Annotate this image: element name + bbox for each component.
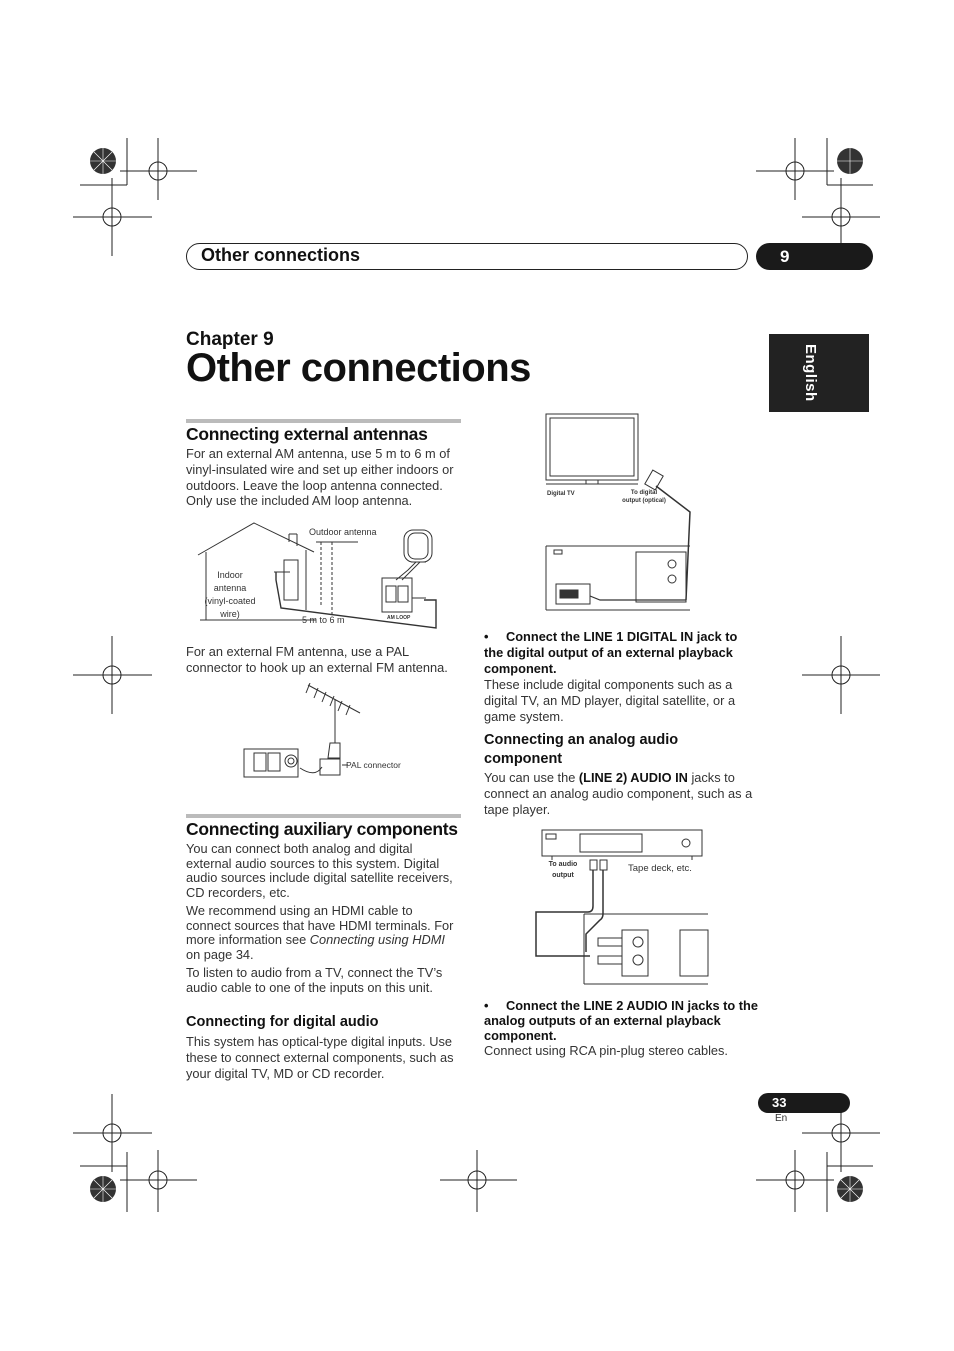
tape-deck-label: Tape deck, etc. [628,863,692,874]
analog-bullet-body: Connect using RCA pin-plug stereo cables. [484,1043,728,1058]
chapter-label: Chapter 9 [186,329,274,350]
indoor-antenna-label-2: antenna [213,583,247,593]
am-antenna-diagram [196,520,446,632]
indoor-antenna-label-3: (vinyl-coated [204,596,256,606]
digital-tv-label: Digital TV [547,491,575,497]
page-number: 33 [758,1093,850,1113]
section-rule [186,419,461,423]
digital-output-label-1: To digital [630,490,658,496]
language-tab [769,334,869,412]
language-tab-label: English [802,344,819,402]
outdoor-antenna-label: Outdoor antenna [309,527,377,537]
header-title: Other connections [201,245,361,265]
page-language: En [775,1113,788,1124]
indoor-antenna-label-4: wire) [220,609,240,619]
wire-length-label: 5 m to 6 m [302,615,345,625]
section-heading-antennas: Connecting external antennas [186,424,428,444]
antennas-intro: For an external AM antenna, use 5 m to 6 m of vinyl-insulated wire and set up either indoors or outdoors. Leave the loop antenna connected. Only use the included AM loop antenna. [186,446,454,509]
analog-bullet: • Connect the LINE 2 AUDIO IN jacks to the analog outputs of an external playback component. [484,998,758,1043]
auxiliary-paragraph-2: We recommend using an HDMI cable to connect sources that have HDMI terminals. For more information see Connecting using HDMI on page 34. [186,903,454,962]
section-rule [186,814,461,818]
section-heading-digital: Connecting for digital audio [186,1014,379,1030]
auxiliary-paragraph-1: You can connect both analog and digital external audio sources to this system. Digital audio sources include digital satellite receivers, CD recorders, etc. [186,841,453,900]
analog-body: You can use the (LINE 2) AUDIO IN jacks to connect an analog audio component, such as a tape player. [484,770,753,817]
page-title: Other connections [186,346,531,390]
digital-body: This system has optical-type digital inputs. Use these to connect external components, such as your digital TV, MD or CD recorder. [186,1034,454,1081]
digital-bullet: • Connect the LINE 1 DIGITAL IN jack to the digital output of an external playback component. [484,629,738,676]
digital-output-label-2: output (optical) [622,498,666,504]
pal-connector-label: PAL connector [346,760,401,770]
digital-tv-diagram [540,412,700,614]
fm-antenna-diagram [240,683,420,783]
audio-output-label-2: output [552,872,574,879]
am-loop-label: AM LOOP [387,615,411,621]
fm-antenna-text: For an external FM antenna, use a PAL connector to hook up an external FM antenna. [186,644,448,675]
hdmi-reference: Connecting using HDMI [309,932,445,948]
header-chapter-number: 9 [756,243,873,270]
tape-deck-diagram [530,826,720,986]
audio-output-label-1: To audio [548,861,578,868]
auxiliary-paragraph-3: To listen to audio from a TV, connect the TV’s audio cable to one of the inputs on this unit. [186,965,443,995]
digital-bullet-body: These include digital components such as a digital TV, an MD player, digital satellite, or a game system. [484,677,736,724]
indoor-antenna-label-1: Indoor [217,570,243,580]
section-heading-auxiliary: Connecting auxiliary components [186,819,458,839]
section-heading-analog: Connecting an analog audio component [484,732,679,767]
